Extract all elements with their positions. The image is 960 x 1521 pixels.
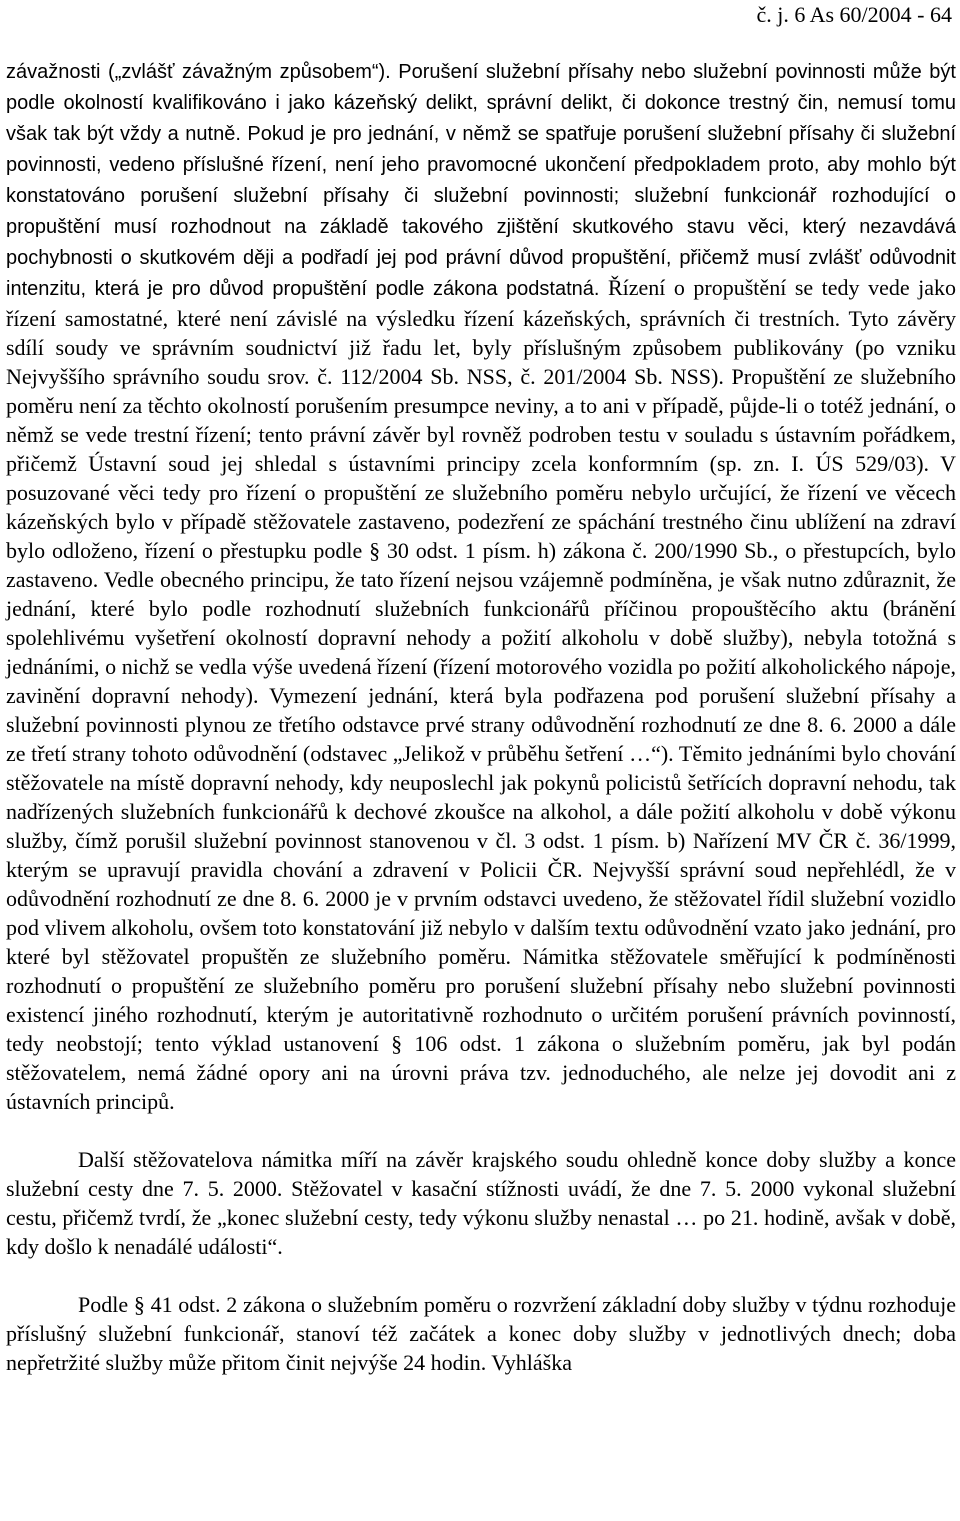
page-header-case-number: č. j. 6 As 60/2004 - 64	[756, 2, 952, 27]
paragraph-text-sans: závažnosti („zvlášť závažným způsobem“). Porušení služební přísahy nebo služební povinnosti může být podle okolností kvalifikováno i jako kázeňský delikt, správní delikt, či dokonce trestný čin, nemusí tomu však tak být vždy a nutně. Pokud je pro jednání, v němž se spatřuje porušení služební přísahy či služební povinnosti, vedeno příslušné řízení, není jeho pravomocné ukončení předpokladem proto, aby mohlo být konstatováno porušení služební přísahy či služební povinnosti; služební funkcionář rozhodující o propuštění musí rozhodnout na základě takového zjištění skutkového stavu věci, který nezavdává pochybnosti o skutkovém ději a podřadí jej pod právní důvod propuštění, přičemž musí zvlášť odůvodnit intenzitu, která je pro důvod propuštění podle zákona podstatná.	[6, 61, 956, 300]
paragraph-dismissal-reasoning	[6, 56, 956, 1116]
paragraph-text: Podle § 41 odst. 2 zákona o služebním poměru o rozvržení základní doby služby v týdnu rozhoduje příslušný služební funkcionář, stanoví též začátek a konec doby služby v jednotlivých dnech; doba nepřetržité služby může přitom činit nejvýše 24 hodin. Vyhláška	[6, 1292, 956, 1375]
paragraph-text: Řízení o propuštění se tedy vede jako řízení samostatné, které není závislé na výsledku řízení kázeňských, správních či trestních. Tyto závěry sdílí soudy ve správním soudnictví již řadu let, byly příslušným způsobem publikovány (po vzniku Nejvyššího správního soudu srov. č. 112/2004 Sb. NSS, č. 201/2004 Sb. NSS). Propuštění ze služebního poměru není za těchto okolností porušením presumpce neviny, a to ani v případě, půjde-li o totéž jednání, o němž se vede trestní řízení; tento právní závěr byl rovněž podroben testu v souladu s ústavním pořádkem, přičemž Ústavní soud jej shledal s ústavními principy zcela konformním (sp. zn. I. ÚS 529/03). V posuzované věci tedy pro řízení o propuštění ze služebního poměru nebylo určující, že řízení ve věcech kázeňských bylo v případě stěžovatele zastaveno, podezření ze spáchání trestného činu ublížení na zdraví bylo odloženo, řízení o přestupku podle § 30 odst. 1 písm. h) zákona č. 200/1990 Sb., o přestupcích, bylo zastaveno. Vedle obecného principu, že tato řízení nejsou vzájemně podmíněna, je však nutno zdůraznit, že jednání, které bylo podle rozhodnutí služebních funkcionářů příčinou propouštěcího aktu (bránění spolehlivému vyšetření okolností dopravní nehody a požití alkoholu v době služby), nebyla totožná s jednáními, o nichž se vedla výše uvedená řízení (řízení motorového vozidla po požití alkoholického nápoje, zavinění dopravní nehody). Vymezení jednání, která byla podřazena pod porušení služební přísahy a služební povinnosti plynou ze třetího odstavce prvé strany odůvodnění rozhodnutí ze dne 8. 6. 2000 a dále ze třetí strany tohoto odůvodnění (odstavec „Jelikož v průběhu šetření …“). Těmito jednáními bylo chování stěžovatele na místě dopravní nehody, kdy neuposlechl jak pokynů policistů šetřících dopravní nehodu, tak nadřízených služebních funkcionářů k dechové zkoušce na alkohol, a dále požití alkoholu v době výkonu služby, čímž porušil služební povinnost stanovenou v čl. 3 odst. 1 písm. b) Nařízení MV ČR č. 36/1999, kterým se upravují pravidla chování a zdravení v Policii ČR. Nejvyšší správní soud nepřehlédl, že v odůvodnění rozhodnutí ze dne 8. 6. 2000 je v prvním odstavci uvedeno, že stěžovatel řídil služební vozidlo pod vlivem alkoholu, ovšem toto konstatování již nebylo v dalším textu odůvodnění vzato jako jednání, pro které byl stěžovatel propuštěn ze služebního poměru. Námitka stěžovatele směřující k podmíněnosti rozhodnutí o propuštění ze služebního poměru pro porušení služební přísahy nebo služební povinnosti existencí jiného rozhodnutí, kterým je autoritativně rozhodnuto o určitém porušení právních povinností, tedy neobstojí; tento výklad ustanovení § 106 odst. 1 zákona o služebním poměru, jak byl podán stěžovatelem, nemá žádné opory ani na úrovni práva tzv. jednoduchého, ale nelze jej dovodit ani z ústavních principů.	[6, 275, 956, 1114]
paragraph-service-end-objection	[6, 1145, 956, 1261]
paragraph-text: Další stěžovatelova námitka míří na závěr krajského soudu ohledně konce doby služby a konce služební cesty dne 7. 5. 2000. Stěžovatel v kasační stížnosti uvádí, že dne 7. 5. 2000 vykonal služební cestu, přičemž tvrdí, že „konec služební cesty, tedy výkonu služby nenastal … po 21. hodině, avšak v době, kdy došlo k nenadálé události“.	[6, 1147, 956, 1259]
document-body	[6, 56, 956, 1377]
paragraph-service-time-law	[6, 1290, 956, 1377]
